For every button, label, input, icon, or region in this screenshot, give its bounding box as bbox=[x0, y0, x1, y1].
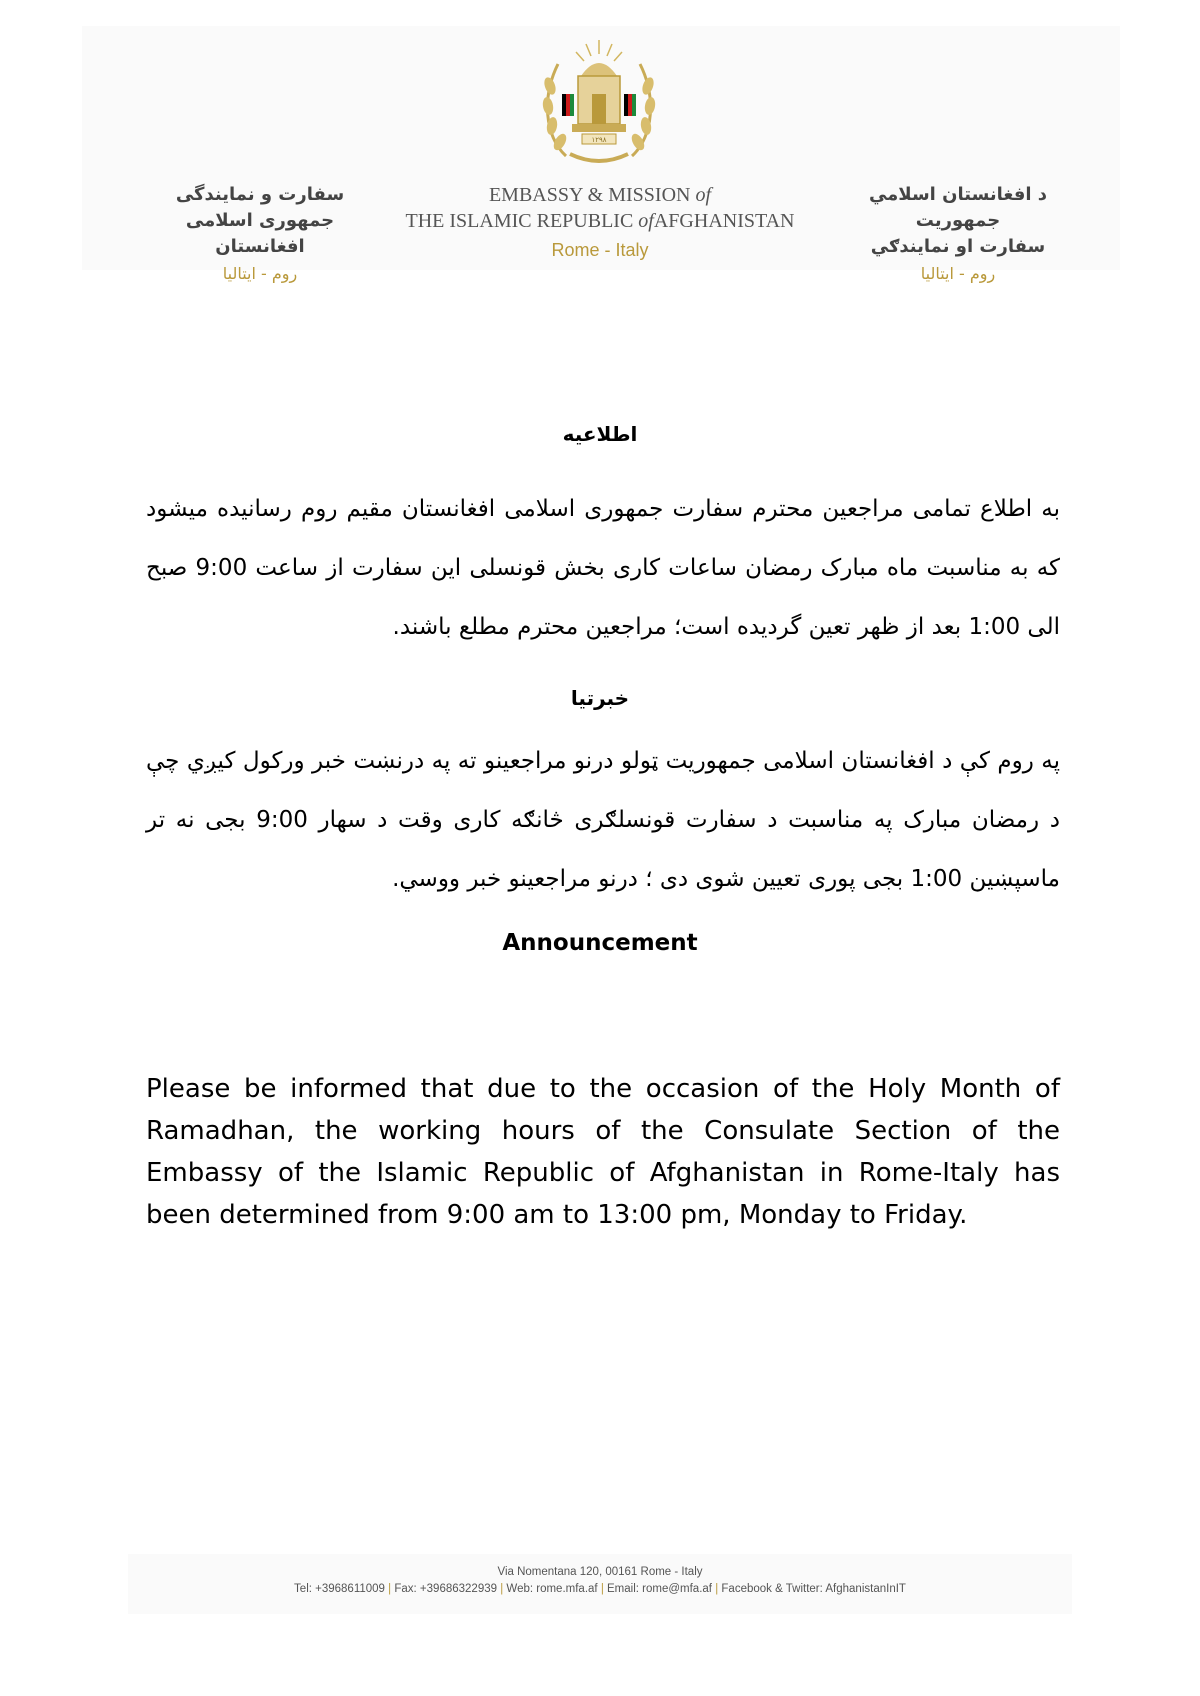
footer-fax: Fax: +39686322939 bbox=[394, 1583, 498, 1595]
pashto-heading: خبرتیا bbox=[570, 686, 630, 710]
national-emblem-icon bbox=[536, 36, 662, 172]
footer-contacts bbox=[128, 1581, 1072, 1598]
english-body: Please be informed that due to the occasion of the Holy Month of Ramadhan, the working hours of the Consulate Section of the Embassy of the Islamic Republic of Afghanistan in Rome-Italy has been determined from 9:00 am to 13:00 pm, Monday to Friday. bbox=[146, 1074, 1060, 1230]
pashto-body: په روم کې د افغانستان اسلامی جمهوریت ټولو درنو مراجعینو ته په درنښت خبر ورکول کیږي چې د رمضان مبارک په مناسبت د سفارت قونسلګری څانګه کاری وقت د سهار 9:00 بجی نه تر ماسپښین 1:00 بجی پوری تعیین شوی دی ؛ درنو مراجعینو خبر ووسي. bbox=[146, 748, 1060, 892]
letterhead-dari-line2: جمهوری اسلامی افغانستان bbox=[185, 210, 335, 257]
letterhead-pashto bbox=[826, 182, 1090, 283]
dari-body: به اطلاع تمامی مراجعین محترم سفارت جمهوری اسلامی افغانستان مقیم روم رسانیده میشود که به مناسبت ماه مبارک رمضان ساعات کاری بخش قونسلی این سفارت از ساعت 9:00 صبح الی 1:00 بعد از ظهر تعین گردیده است؛ مراجعین محترم مطلع باشند. bbox=[146, 496, 1060, 640]
letterhead-pashto-city: روم - ایتالیا bbox=[920, 264, 996, 283]
footer-tel: Tel: +3968611009 bbox=[294, 1583, 385, 1595]
footer-email: Email: rome@mfa.af bbox=[607, 1583, 712, 1595]
footer-social: Facebook & Twitter: AfghanistanInIT bbox=[721, 1583, 906, 1595]
footer-separator: | bbox=[715, 1583, 719, 1595]
letterhead-dari bbox=[150, 182, 370, 283]
footer bbox=[128, 1554, 1072, 1614]
english-heading: Announcement bbox=[502, 930, 698, 956]
footer-address: Via Nomentana 120, 00161 Rome - Italy bbox=[497, 1566, 703, 1578]
letterhead-english-line2-of: of bbox=[638, 210, 654, 232]
letterhead-english bbox=[380, 182, 820, 261]
footer-separator: | bbox=[388, 1583, 392, 1595]
footer-separator: | bbox=[600, 1583, 604, 1595]
emblem-year: ۱۲۹۸ bbox=[591, 136, 607, 144]
letterhead-english-city: Rome - Italy bbox=[551, 240, 649, 260]
dari-heading: اطلاعیه bbox=[562, 422, 638, 446]
letterhead-english-line2 bbox=[380, 208, 820, 234]
letterhead-dari-city: روم - ایتالیا bbox=[222, 264, 298, 283]
letterhead-english-line2-c: AFGHANISTAN bbox=[653, 210, 795, 232]
letterhead-english-line1 bbox=[380, 182, 820, 208]
letterhead-english-line1-a: EMBASSY & MISSION bbox=[488, 184, 696, 206]
letterhead-dari-line1: سفارت و نمایندگی bbox=[175, 184, 345, 205]
footer-separator: | bbox=[500, 1583, 504, 1595]
letterhead-pashto-line2: سفارت او نمایندګي bbox=[870, 236, 1046, 257]
letterhead-english-line1-of: of bbox=[695, 184, 712, 206]
letterhead-english-line2-a: THE ISLAMIC REPUBLIC bbox=[405, 210, 639, 232]
letterhead-pashto-line1: د افغانستان اسلامي جمهوریت bbox=[868, 184, 1048, 231]
footer-web: Web: rome.mfa.af bbox=[506, 1583, 598, 1595]
